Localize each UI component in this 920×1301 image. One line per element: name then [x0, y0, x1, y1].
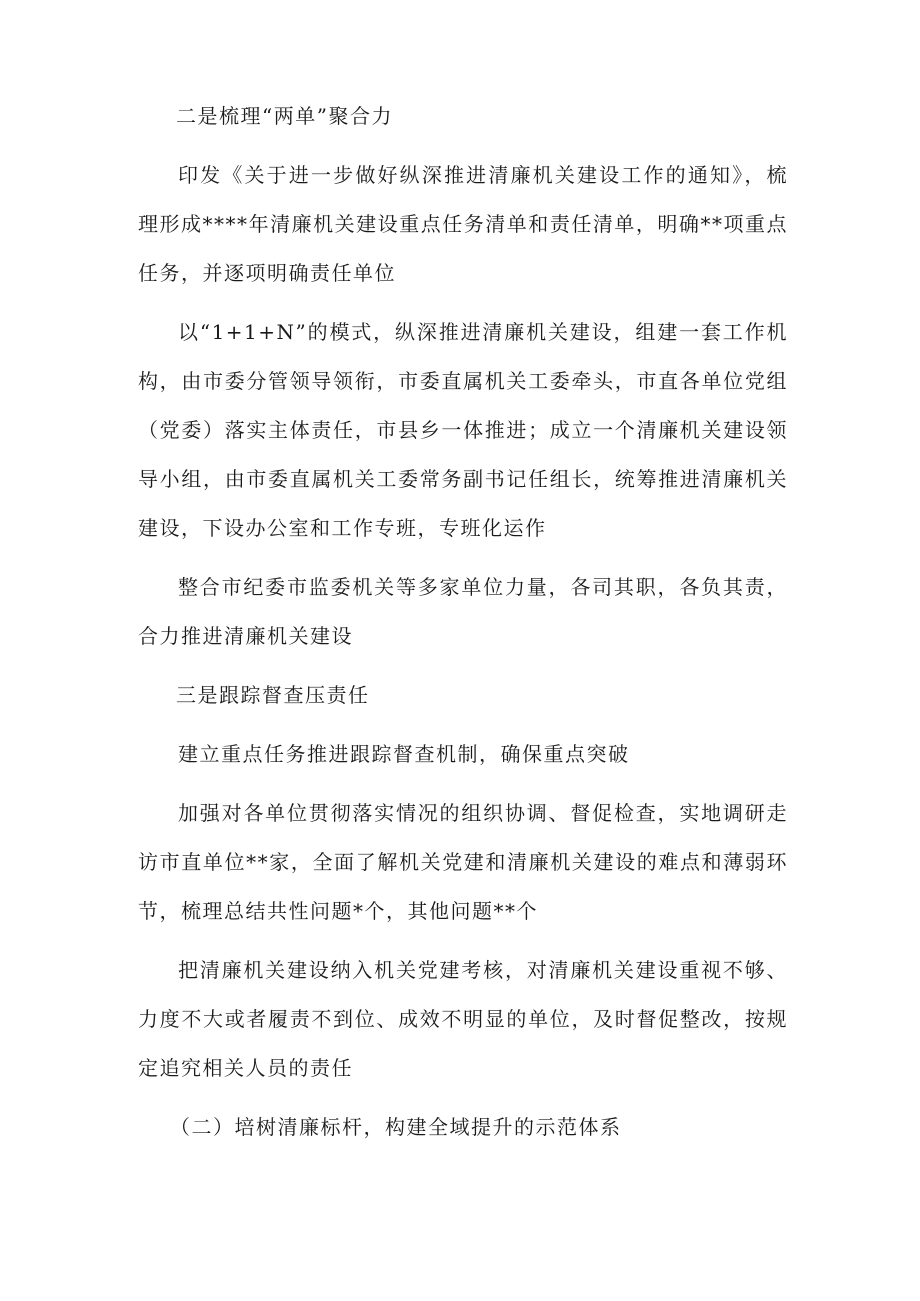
paragraph-integrate-forces: 整合市纪委市监委机关等多家单位力量，各司其职，各负其责，合力推进清廉机关建设 — [138, 575, 788, 648]
section-title-2: （二）培树清廉标杆，构建全域提升的示范体系 — [170, 1115, 622, 1139]
paragraph-issue-notice: 印发《关于进一步做好纵深推进清廉机关建设工作的通知》，梳理形成****年清廉机关建设重点任务清单和责任清单，明确**项重点任务，并逐项明确责任单位 — [138, 163, 788, 285]
paragraph-coordination-inspection: 加强对各单位贯彻落实情况的组织协调、督促检查，实地调研走访市直单位**家，全面了解机关党建和清廉机关建设的难点和薄弱环节，梳理总结共性问题*个，其他问题**个 — [138, 801, 788, 923]
heading-track-supervise: 三是跟踪督查压责任 — [176, 683, 370, 707]
paragraph-tracking-mechanism: 建立重点任务推进跟踪督查机制，确保重点突破 — [178, 742, 630, 766]
heading-sort-two-lists: 二是梳理“两单”聚合力 — [176, 104, 393, 128]
paragraph-1-1-n-model: 以“1+1+N”的模式，纵深推进清廉机关建设，组建一套工作机构，由市委分管领导领衔，市委直属机关工委牵头，市直各单位党组（党委）落实主体责任，市县乡一体推进；成立一个清廉机关建设领导小组，由市委直属机关工委常务副书记任组长，统筹推进清廉机关建设，下设办公室和工作专班，专班化运作 — [138, 320, 788, 540]
document-body — [138, 92, 788, 1152]
paragraph-assessment: 把清廉机关建设纳入机关党建考核，对清廉机关建设重视不够、力度不大或者履责不到位、成效不明显的单位，及时督促整改，按规定追究相关人员的责任 — [138, 958, 788, 1080]
